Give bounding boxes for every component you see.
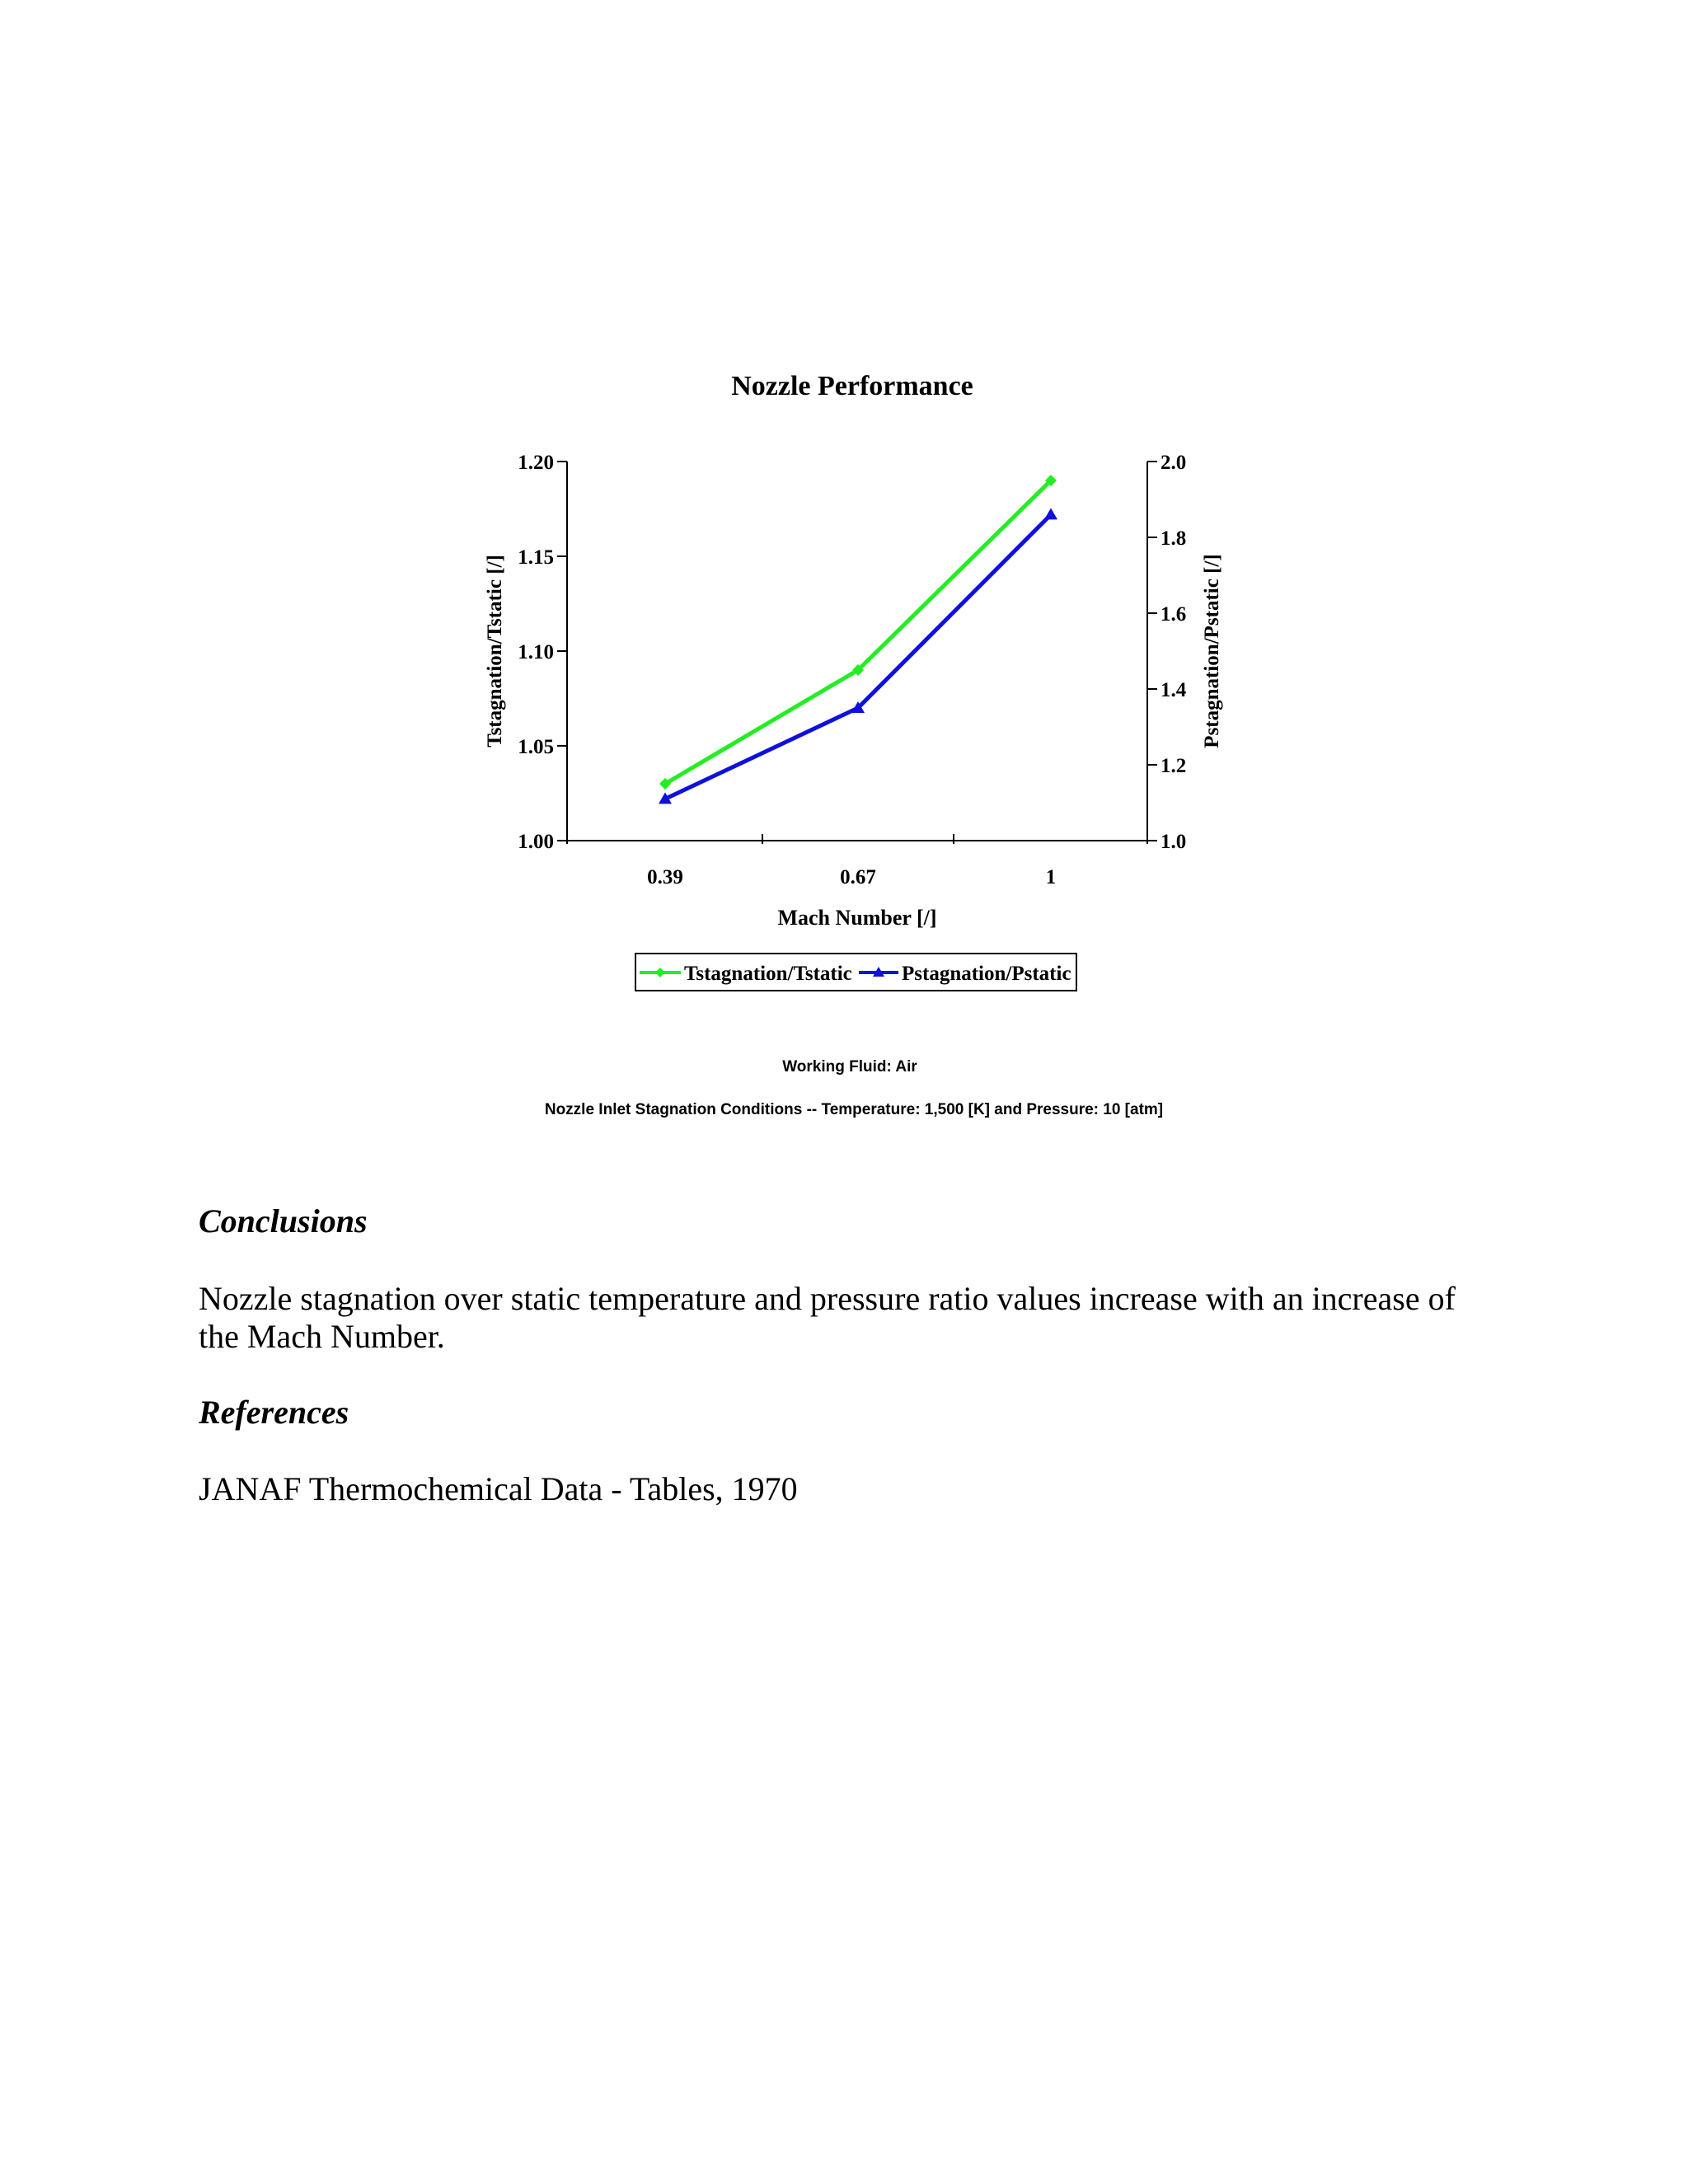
right-axis-tick-label: 1.0 [1160, 831, 1187, 853]
series-line-2 [665, 514, 1051, 799]
x-axis-tick-label: 1 [1045, 866, 1057, 888]
left-axis-tick-label: 1.15 [518, 546, 554, 569]
conclusions-text [199, 1280, 1501, 1356]
right-axis-tick-label: 1.4 [1160, 679, 1187, 701]
legend-label-2: Pstagnation/Pstatic [902, 963, 1071, 985]
conclusions-line-1: Nozzle stagnation over static temperature and pressure ratio values increase with an increase of [199, 1280, 1456, 1317]
left-axis-tick-label: 1.10 [518, 641, 554, 663]
left-axis-label: Tstagnation/Tstatic [/] [484, 555, 506, 748]
legend-label-1: Tstagnation/Tstatic [684, 963, 852, 985]
left-axis-tick-label: 1.00 [518, 831, 554, 853]
x-axis-tick-label: 0.39 [647, 866, 683, 888]
conclusions-line-2: the Mach Number. [199, 1318, 445, 1355]
right-axis-tick-label: 1.2 [1160, 755, 1187, 777]
right-axis-tick-label: 1.8 [1160, 527, 1187, 550]
conclusions-heading: Conclusions [199, 1202, 368, 1240]
references-heading: References [199, 1394, 349, 1431]
right-axis-tick-label: 2.0 [1160, 452, 1187, 474]
reference-entry: JANAF Thermochemical Data - Tables, 1970 [199, 1470, 798, 1507]
right-axis-label: Pstagnation/Pstatic [/] [1201, 554, 1223, 748]
x-axis-label: Mach Number [/] [777, 906, 937, 930]
inlet-conditions-note: Nozzle Inlet Stagnation Conditions -- Temperature: 1,500 [K] and Pressure: 10 [atm] [544, 1101, 1164, 1118]
series-point-2 [1044, 508, 1057, 519]
right-axis-tick-label: 1.6 [1160, 603, 1187, 626]
left-axis-tick-label: 1.05 [518, 736, 554, 758]
chart-title: Nozzle Performance [731, 371, 973, 401]
series-line-1 [665, 480, 1051, 784]
x-axis-tick-label: 0.67 [840, 866, 876, 888]
working-fluid-note: Working Fluid: Air [782, 1058, 917, 1076]
left-axis-tick-label: 1.20 [518, 452, 554, 474]
